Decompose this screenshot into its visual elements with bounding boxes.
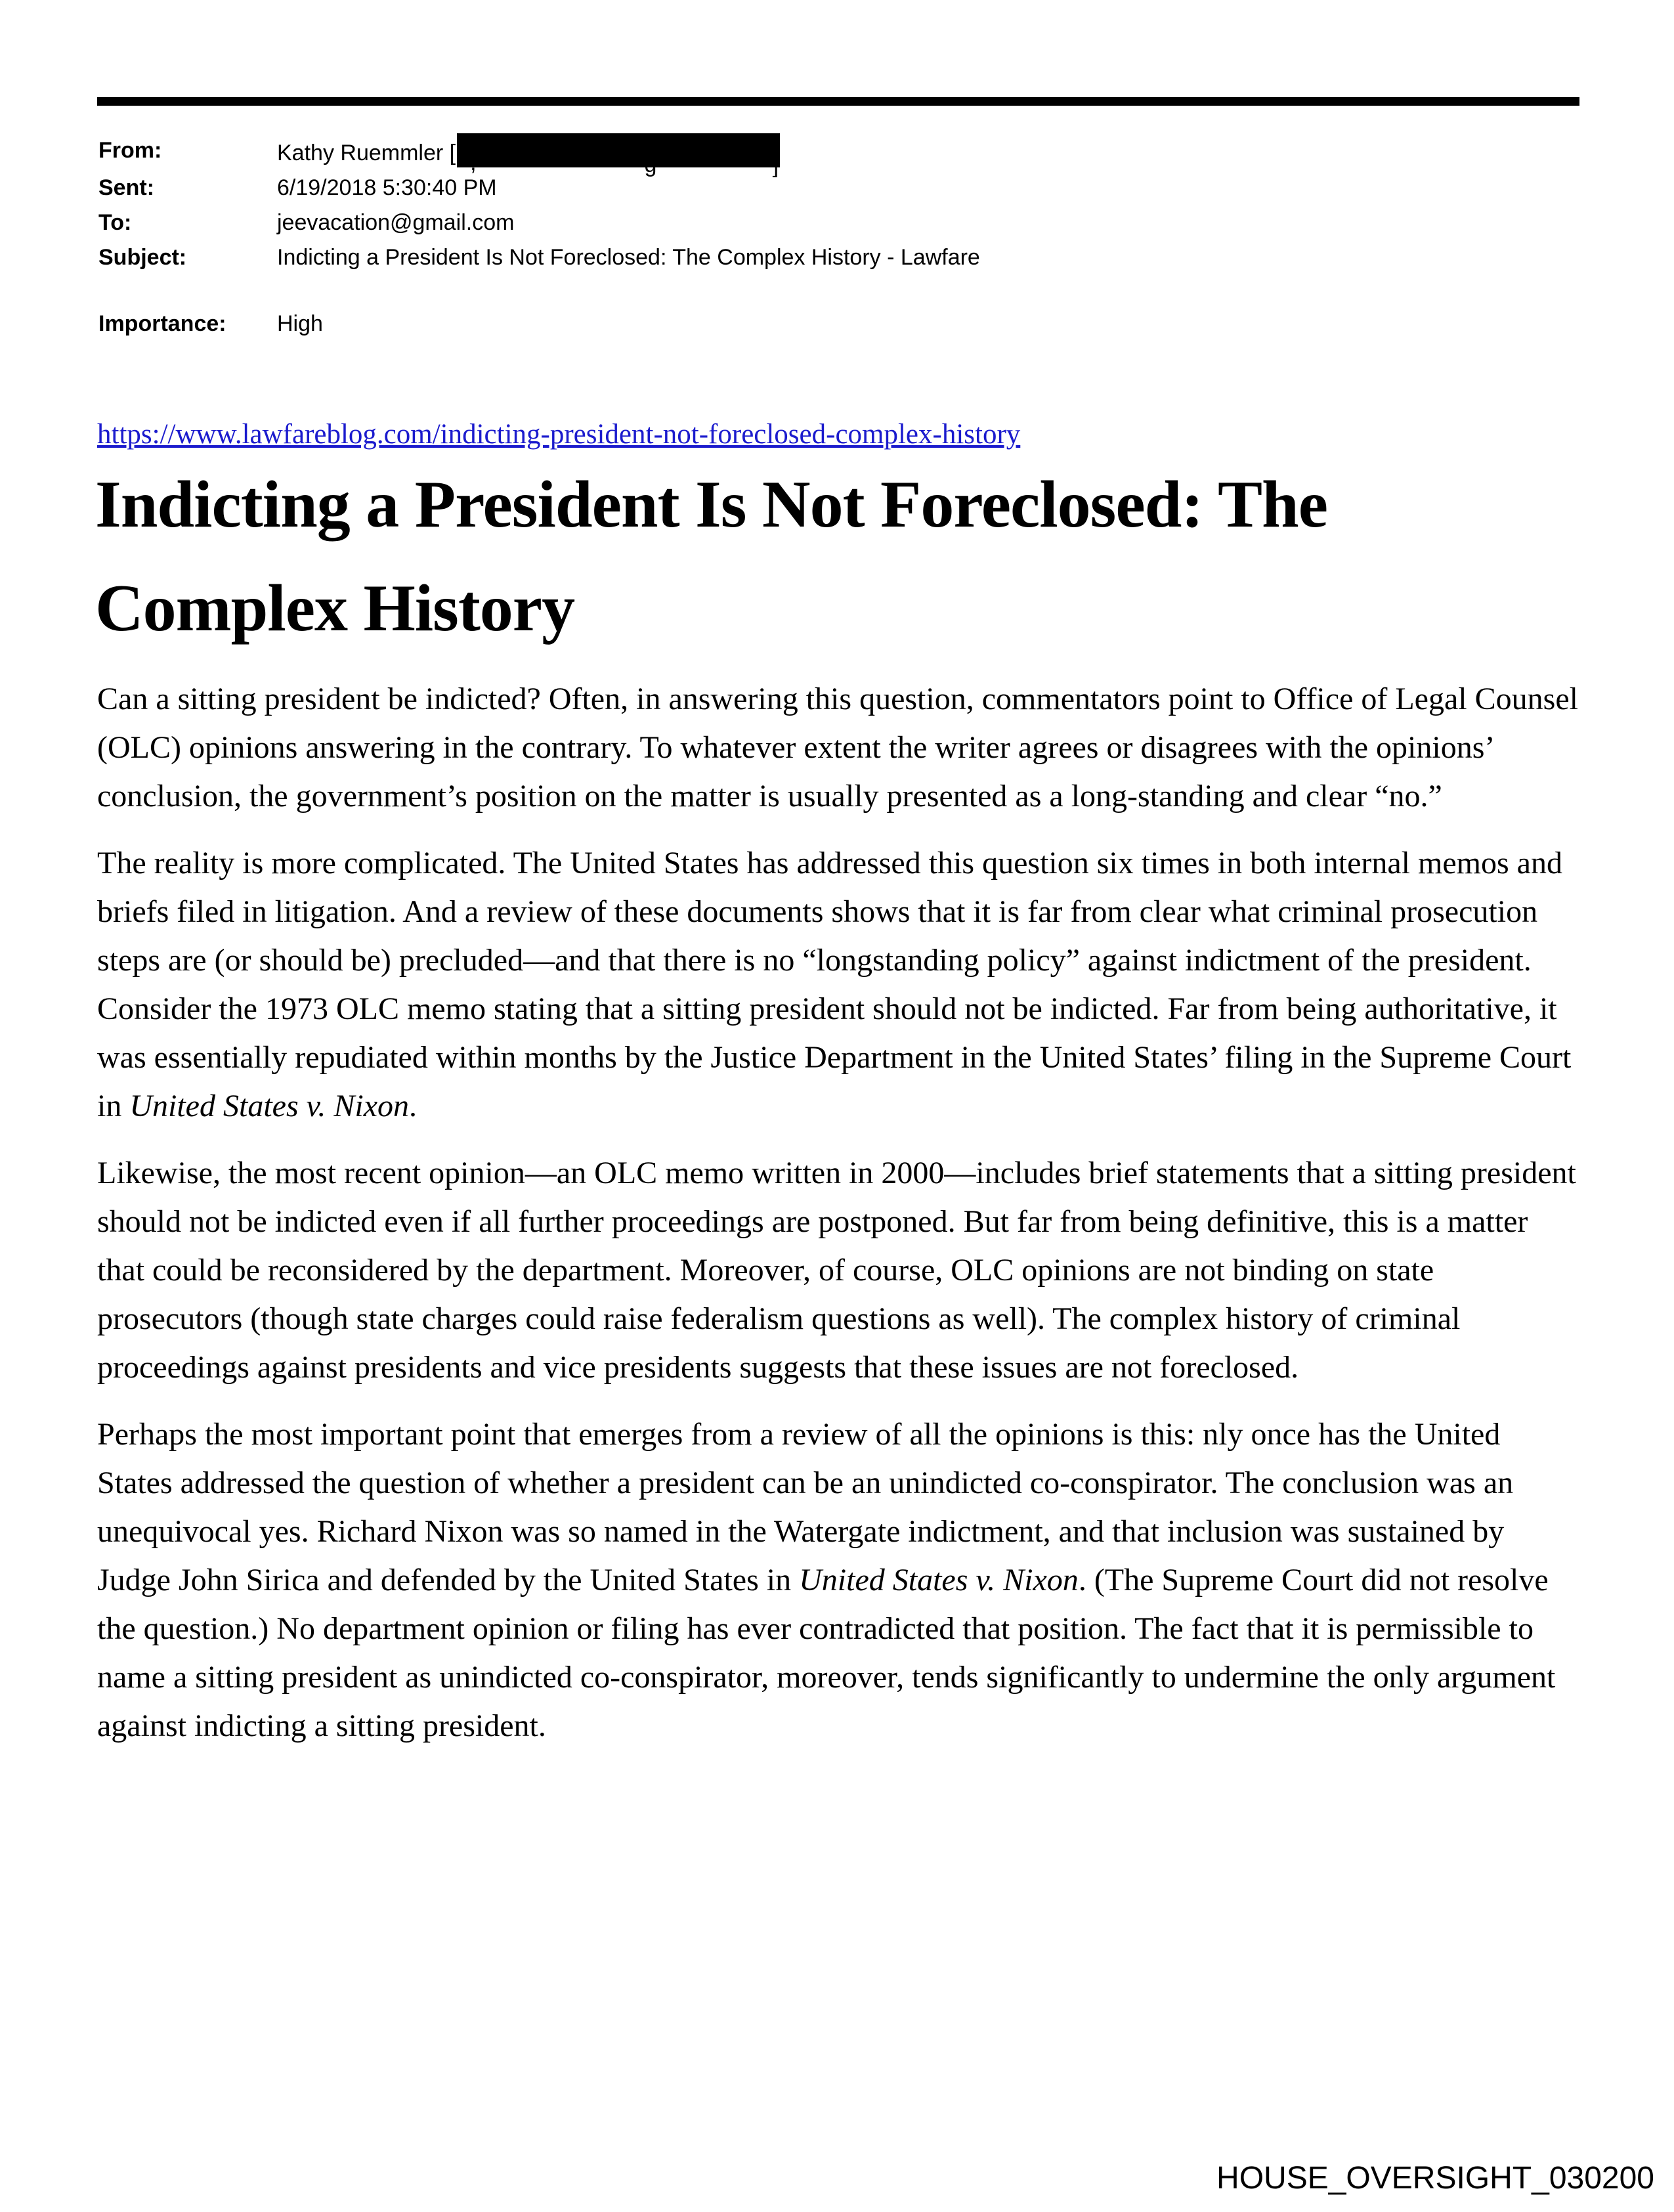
paragraph-text: Perhaps the most important point that emerges from a review of all the opinions is this: nly once has the United States addressed the question of whether a president can be an unindicted co-conspirator. The conclusion was an unequivocal yes. Richard Nixon was so named in the Watergate indictment, and that inclusion was sustained by Judge John Sirica and defended by the United States in	[97, 1417, 1514, 1597]
header-field-label: Subject:	[98, 245, 187, 270]
email-header-fields	[98, 133, 1543, 275]
bates-number: HOUSE_OVERSIGHT_030200	[1216, 2161, 1654, 2196]
paragraph-text: .	[409, 1089, 418, 1123]
header-field-row	[98, 133, 1543, 178]
article-url-link[interactable]: https://www.lawfareblog.com/indicting-president-not-foreclosed-complex-history	[97, 419, 1021, 450]
article-title: Indicting a President Is Not Foreclosed: The Complex History	[95, 467, 1328, 645]
article-url-line	[97, 418, 1020, 452]
redaction-fragment: ,	[470, 150, 477, 175]
redaction-fragment: g	[644, 152, 657, 177]
redaction-fragment: ]	[772, 153, 779, 178]
header-field-label: From:	[98, 138, 162, 163]
header-field-row	[98, 206, 1543, 240]
case-citation: United States v. Nixon	[129, 1089, 410, 1123]
header-field-value: Indicting a President Is Not Foreclosed: The Complex History - Lawfare	[277, 245, 980, 270]
header-field-row	[98, 171, 1543, 206]
article-paragraph	[97, 839, 1582, 1131]
paragraph-text: . (The Supreme Court did not resolve the question.) No department opinion or filing has ever contradicted that position. The fact that it is permissible to name a sitting president as unindicted co-conspirator, moreover, tends significantly to undermine the only argument against indicting a sitting president.	[97, 1563, 1556, 1743]
header-field-row	[98, 240, 1543, 275]
header-divider	[97, 97, 1579, 106]
article-body	[97, 675, 1582, 1769]
header-field-value: jeevacation@gmail.com	[277, 210, 515, 235]
header-field-value: Kathy Ruemmler [ , g ]	[277, 133, 1543, 171]
case-citation: United States v. Nixon	[799, 1563, 1079, 1597]
header-field-row-importance	[98, 307, 1543, 341]
article-paragraph	[97, 1410, 1582, 1750]
article-paragraph	[97, 1149, 1582, 1392]
paragraph-text: Likewise, the most recent opinion—an OLC memo written in 2000—includes brief statements that a sitting president should not be indicted even if all further proceedings are postponed. But far from being definitive, this is a matter that could be reconsidered by the department. Moreover, of course, OLC opinions are not binding on state prosecutors (though state charges could raise federalism questions as well). The complex history of criminal proceedings against presidents and vice presidents suggests that these issues are not foreclosed.	[97, 1156, 1576, 1385]
header-field-label: Sent:	[98, 175, 154, 200]
header-field-label: To:	[98, 210, 132, 235]
paragraph-text: Can a sitting president be indicted? Often, in answering this question, commentators point to Office of Legal Counsel (OLC) opinions answering in the contrary. To whatever extent the writer agrees or disagrees with the opinions’ conclusion, the government’s position on the matter is usually presented as a long-standing and clear “no.”	[97, 682, 1578, 813]
email-header	[98, 133, 1543, 341]
importance-label: Importance:	[98, 311, 226, 336]
importance-value: High	[277, 311, 323, 336]
paragraph-text: The reality is more complicated. The United States has addressed this question six times in both internal memos and briefs filed in litigation. And a review of these documents shows that it is far from clear what criminal prosecution steps are (or should be) precluded—and that there is no “longstanding policy” against indictment of the president. Consider the 1973 OLC memo stating that a sitting president should not be indicted. Far from being authoritative, it was essentially repudiated within months by the Justice Department in the United States’ filing in the Supreme Court in	[97, 846, 1572, 1123]
article-paragraph	[97, 675, 1582, 821]
header-field-value: 6/19/2018 5:30:40 PM	[277, 175, 497, 200]
